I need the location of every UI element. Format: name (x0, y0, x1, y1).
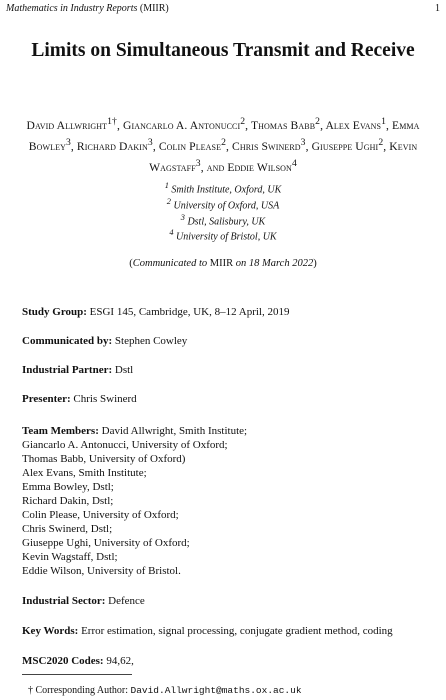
team-member: Thomas Babb, University of Oxford) (22, 453, 186, 466)
team-member: Colin Please, University of Oxford; (22, 509, 179, 522)
affiliation: $^3$ Dstl, Salisbury, UK (180, 212, 266, 227)
running-header (6, 3, 440, 15)
affiliation: $^2$ University of Oxford, USA (166, 196, 280, 212)
paper-title: Limits on Simultaneous Transmit and Receive (31, 40, 415, 61)
author: Giuseppe Ughi$^2$, (311, 136, 387, 153)
author: Richard Dakin$^3$, (76, 136, 156, 153)
msc-codes: MSC2020 Codes: 94,62, (22, 655, 134, 667)
affiliations (60, 180, 386, 243)
industrial-sector: Industrial Sector: Defence (22, 595, 145, 607)
team-member: Emma Bowley, Dstl; (22, 481, 114, 494)
author: Eddie Wilson$^4$ (227, 157, 297, 174)
author: David Allwright$^{1\dagger}$, (26, 116, 120, 132)
team-members (22, 424, 247, 579)
team-member: Richard Dakin, Dstl; (22, 495, 114, 508)
team-member: Team Members: David Allwright, Smith Institute; (22, 425, 248, 437)
communication-note: (Communicated to MIIR on 18 March 2022) (129, 258, 317, 269)
key-words: Key Words: Error estimation, signal processing, conjugate gradient method, coding (22, 625, 393, 637)
page-number: 1 (435, 3, 440, 14)
study-group: Study Group: ESGI 145, Cambridge, UK, 8–12 April, 2019 (22, 306, 290, 318)
affiliation: $^4$ University of Bristol, UK (169, 228, 277, 243)
industrial-partner: Industrial Partner: Dstl (22, 364, 134, 376)
author: Thomas Babb$^2$, (250, 116, 324, 132)
communicated-by: Communicated by: Stephen Cowley (22, 335, 188, 347)
author-list (18, 113, 428, 176)
author: Giancarlo A. Antonucci$^2$, (122, 116, 249, 132)
team-member: Eddie Wilson, University of Bristol. (22, 565, 181, 578)
journal-name: Mathematics in Industry Reports (MIIR) (6, 3, 169, 14)
author: Alex Evans$^1$, (325, 116, 390, 132)
footnote-rule (22, 674, 132, 675)
author: Emma Bowley$^3$, (28, 118, 420, 153)
author: Kevin Wagstaff$^3$, and (149, 139, 418, 174)
team-member: Kevin Wagstaff, Dstl; (22, 551, 118, 564)
presenter: Presenter: Chris Swinerd (22, 393, 137, 405)
author: Colin Please$^2$, (158, 136, 230, 153)
team-member: Giuseppe Ughi, University of Oxford; (22, 537, 190, 550)
email-link[interactable]: David.Allwright@maths.ox.ac.uk (130, 685, 302, 696)
team-member: Alex Evans, Smith Institute; (22, 467, 147, 480)
author: Chris Swinerd$^3$, (232, 136, 309, 153)
affiliation: $^1$ Smith Institute, Oxford, UK (164, 181, 282, 196)
footnote: † Corresponding Author: David.Allwright@maths.ox.ac.uk (28, 685, 302, 696)
team-member: Chris Swinerd, Dstl; (22, 523, 113, 536)
team-member: Giancarlo A. Antonucci, University of Oxford; (22, 439, 228, 452)
